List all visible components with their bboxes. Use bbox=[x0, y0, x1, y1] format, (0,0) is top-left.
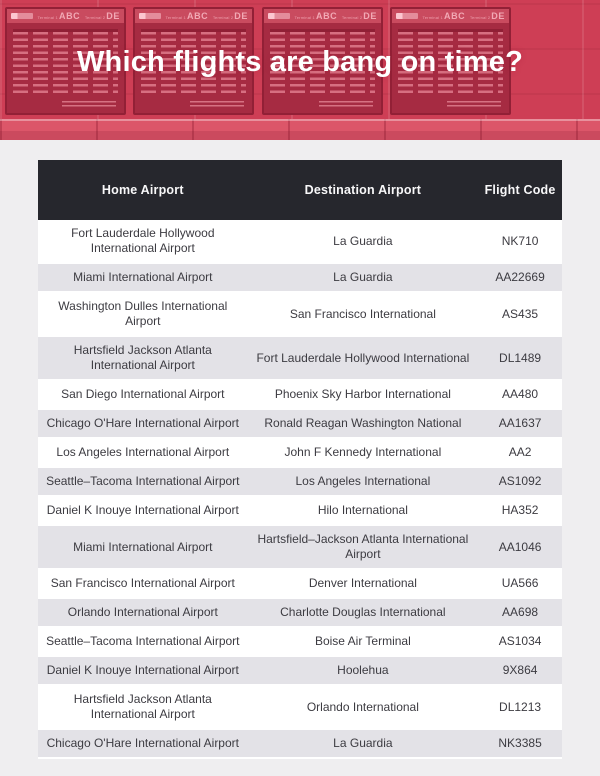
home-airport-cell: San Diego International Airport bbox=[38, 381, 248, 410]
flight-code-cell: AA2 bbox=[478, 439, 562, 468]
flights-table-header bbox=[38, 160, 562, 220]
table-row bbox=[38, 293, 562, 337]
terminal-label-de: Terminal 2 DE bbox=[341, 11, 377, 21]
destination-airport-cell: Denver International bbox=[248, 570, 479, 599]
home-airport-cell: San Francisco International Airport bbox=[38, 570, 248, 599]
destination-airport-cell: John F Kennedy International bbox=[248, 439, 479, 468]
table-row bbox=[38, 497, 562, 526]
header-row bbox=[38, 160, 562, 220]
destination-airport-cell: Charlotte Douglas International bbox=[248, 599, 479, 628]
destination-airport-cell: La Guardia bbox=[248, 220, 479, 264]
home-airport-cell: Daniel K Inouye International Airport bbox=[38, 497, 248, 526]
board-footnote-lines bbox=[447, 101, 501, 109]
table-row bbox=[38, 599, 562, 628]
table-row bbox=[38, 468, 562, 497]
departures-logo-icon bbox=[396, 13, 418, 19]
flight-code-cell: AA1046 bbox=[478, 526, 562, 570]
table-row bbox=[38, 220, 562, 264]
departures-logo-icon bbox=[139, 13, 161, 19]
table-row bbox=[38, 439, 562, 468]
board-header-strip bbox=[7, 9, 124, 23]
terminal-label-abc: Terminal 1 ABC bbox=[37, 11, 81, 21]
board-footnote-lines bbox=[62, 101, 116, 109]
destination-airport-cell: La Guardia bbox=[248, 730, 479, 759]
column-header-flight-code: Flight Code bbox=[478, 160, 562, 220]
destination-airport-cell: Fort Lauderdale Hollywood International bbox=[248, 337, 479, 381]
column-header-home-airport: Home Airport bbox=[38, 160, 248, 220]
terminal-label-abc: Terminal 1 ABC bbox=[165, 11, 209, 21]
home-airport-cell: Chicago O'Hare International Airport bbox=[38, 410, 248, 439]
table-row bbox=[38, 526, 562, 570]
home-airport-cell: Los Angeles International Airport bbox=[38, 439, 248, 468]
board-footnote-lines bbox=[190, 101, 244, 109]
flight-code-cell: HA352 bbox=[478, 497, 562, 526]
home-airport-cell: Orlando International Airport bbox=[38, 599, 248, 628]
flight-code-cell: AS1034 bbox=[478, 628, 562, 657]
home-airport-cell: Seattle–Tacoma International Airport bbox=[38, 628, 248, 657]
home-airport-cell: Hartsfield Jackson Atlanta International Airport bbox=[38, 337, 248, 381]
terminal-label-abc: Terminal 1 ABC bbox=[422, 11, 466, 21]
board-header-strip bbox=[264, 9, 381, 23]
home-airport-cell: Washington Dulles International Airport bbox=[38, 293, 248, 337]
terminal-label-abc: Terminal 1 ABC bbox=[294, 11, 338, 21]
table-row bbox=[38, 570, 562, 599]
destination-airport-cell: San Francisco International bbox=[248, 293, 479, 337]
table-row bbox=[38, 686, 562, 730]
table-row bbox=[38, 730, 562, 759]
flight-code-cell: 9X864 bbox=[478, 657, 562, 686]
flight-code-cell: NK710 bbox=[478, 220, 562, 264]
departures-logo-icon bbox=[268, 13, 290, 19]
destination-airport-cell: Hilo International bbox=[248, 497, 479, 526]
board-footnote-lines bbox=[319, 101, 373, 109]
home-airport-cell: Daniel K Inouye International Airport bbox=[38, 657, 248, 686]
flight-code-cell: NK3385 bbox=[478, 730, 562, 759]
flight-code-cell: AA480 bbox=[478, 381, 562, 410]
table-row bbox=[38, 410, 562, 439]
destination-airport-cell: Hoolehua bbox=[248, 657, 479, 686]
table-row bbox=[38, 337, 562, 381]
destination-airport-cell: Boise Air Terminal bbox=[248, 628, 479, 657]
destination-airport-cell: Hartsfield–Jackson Atlanta International Airport bbox=[248, 526, 479, 570]
destination-airport-cell: Phoenix Sky Harbor International bbox=[248, 381, 479, 410]
flights-table-body bbox=[38, 220, 562, 759]
terminal-label-de: Terminal 2 DE bbox=[212, 11, 248, 21]
flight-code-cell: AA698 bbox=[478, 599, 562, 628]
content-area bbox=[0, 140, 600, 759]
destination-airport-cell: La Guardia bbox=[248, 264, 479, 293]
flights-table bbox=[38, 160, 562, 759]
home-airport-cell: Chicago O'Hare International Airport bbox=[38, 730, 248, 759]
home-airport-cell: Miami International Airport bbox=[38, 264, 248, 293]
terminal-label-de: Terminal 2 DE bbox=[84, 11, 120, 21]
board-header-strip bbox=[135, 9, 252, 23]
table-row bbox=[38, 264, 562, 293]
flight-code-cell: DL1489 bbox=[478, 337, 562, 381]
destination-airport-cell: Los Angeles International bbox=[248, 468, 479, 497]
terminal-label-de: Terminal 2 DE bbox=[469, 11, 505, 21]
banner-railing bbox=[0, 119, 600, 140]
table-row bbox=[38, 657, 562, 686]
flight-code-cell: AS435 bbox=[478, 293, 562, 337]
flight-code-cell: AS1092 bbox=[478, 468, 562, 497]
destination-airport-cell: Orlando International bbox=[248, 686, 479, 730]
home-airport-cell: Hartsfield Jackson Atlanta International Airport bbox=[38, 686, 248, 730]
flight-code-cell: DL1213 bbox=[478, 686, 562, 730]
flight-code-cell: UA566 bbox=[478, 570, 562, 599]
home-airport-cell: Fort Lauderdale Hollywood International Airport bbox=[38, 220, 248, 264]
column-header-destination-airport: Destination Airport bbox=[248, 160, 479, 220]
home-airport-cell: Miami International Airport bbox=[38, 526, 248, 570]
destination-airport-cell: Ronald Reagan Washington National bbox=[248, 410, 479, 439]
home-airport-cell: Seattle–Tacoma International Airport bbox=[38, 468, 248, 497]
hero-banner bbox=[0, 0, 600, 140]
flight-code-cell: AA22669 bbox=[478, 264, 562, 293]
table-row bbox=[38, 381, 562, 410]
departures-logo-icon bbox=[11, 13, 33, 19]
table-row bbox=[38, 628, 562, 657]
flight-code-cell: AA1637 bbox=[478, 410, 562, 439]
board-header-strip bbox=[392, 9, 509, 23]
page-title: Which flights are bang on time? bbox=[76, 46, 524, 78]
